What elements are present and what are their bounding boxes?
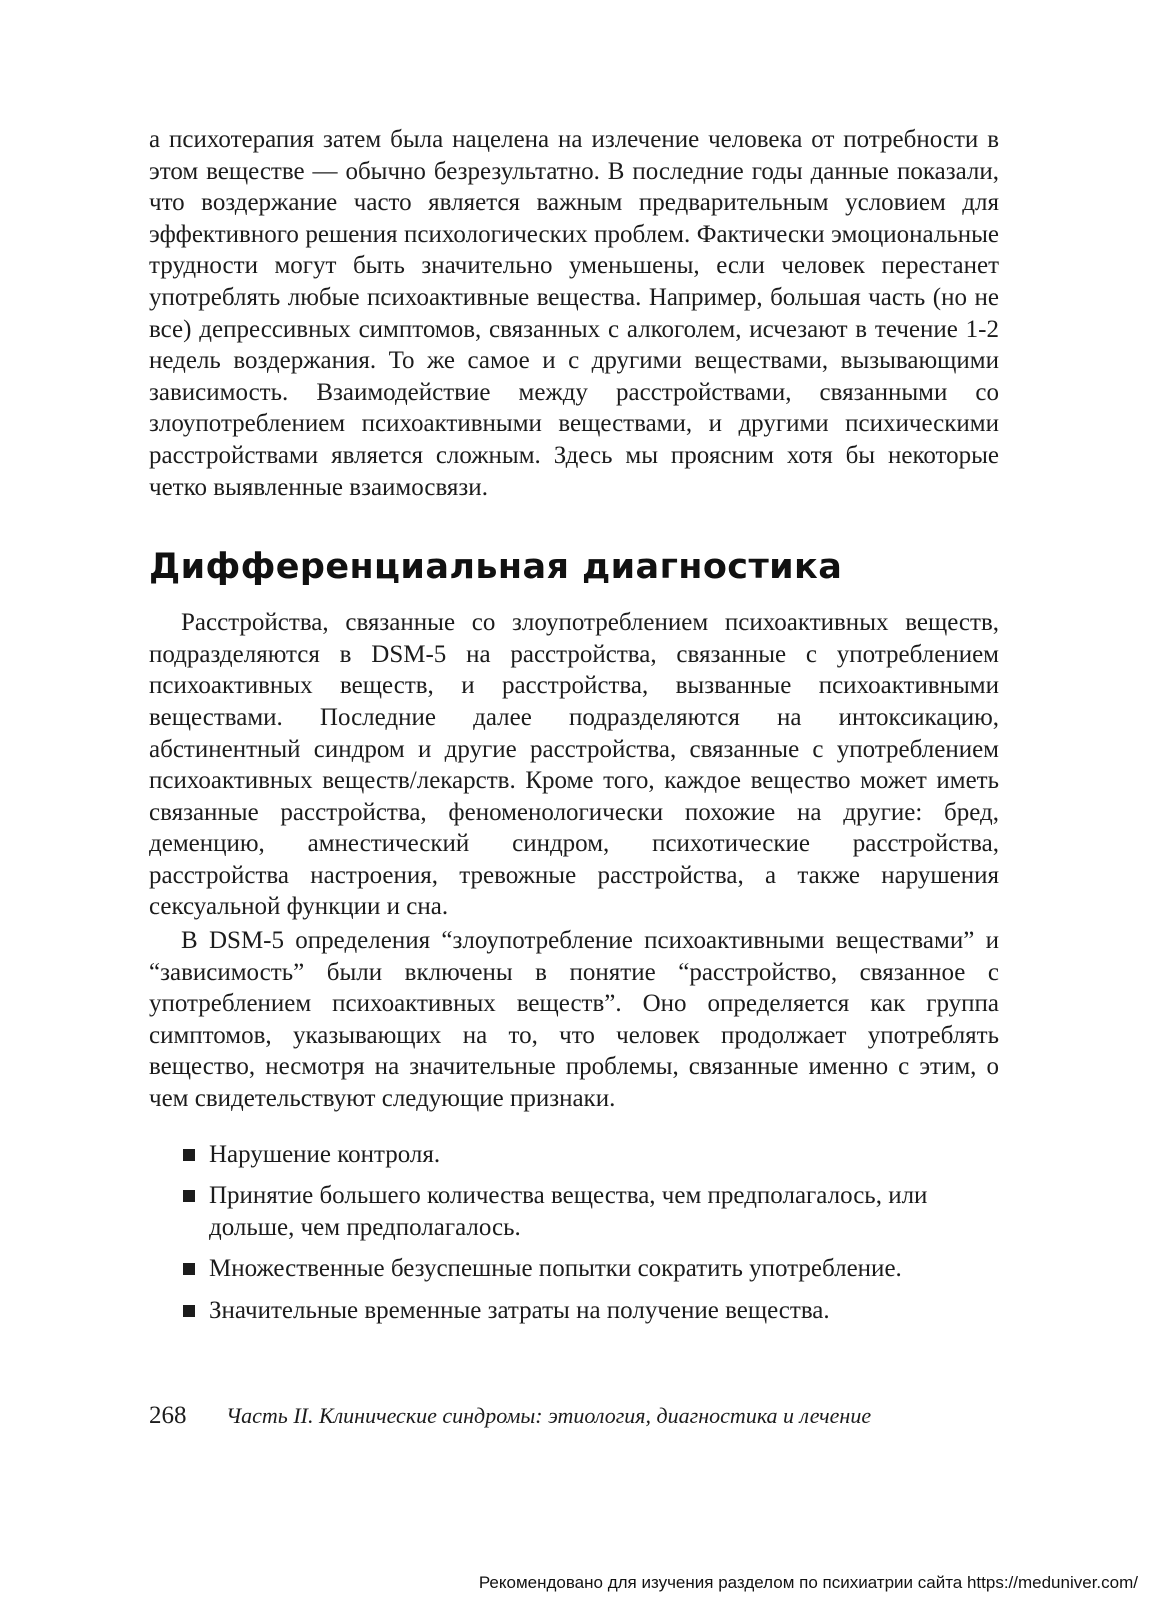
list-item-text: Принятие большего количества вещества, чем предполагалось, или дольше, чем предполагалось.	[209, 1182, 928, 1241]
watermark-text: Рекомендовано для изучения разделом по психиатрии сайта https://meduniver.com/	[478, 1573, 1138, 1592]
bullet-square-icon	[183, 1190, 195, 1202]
criteria-list	[149, 1139, 999, 1327]
section-paragraph-1: Расстройства, связанные со злоупотреблением психоактивных веществ, подразделяются в DSM-5 на расстройства, связанные с употреблением психоактивных веществ, и расстройства, вызванные психоактивными веществами. Последние далее подразделяются на интоксикацию, абстинентный синдром и другие расстройства, связанные с употреблением психоактивных веществ/лекарств. Кроме того, каждое вещество может иметь связанные расстройства, феноменологически похожие на другие: бред, деменцию, амнестический синдром, психотические расстройства, расстройства настроения, тревожные расстройства, а также нарушения сексуальной функции и сна.	[149, 609, 999, 921]
bullet-square-icon	[183, 1305, 195, 1317]
intro-paragraph: а психотерапия затем была нацелена на излечение человека от потребности в этом веществе — обычно безрезультатно. В последние годы данные показали, что воздержание часто является важным предварительным условием для эффективного решения психологических проблем. Фактически эмоциональные трудности могут быть значительно уменьшены, если человек перестанет употреблять любые психоактивные вещества. Например, большая часть (но не все) депрессивных симптомов, связанных с алкоголем, исчезают в течение 1-2 недель воздержания. То же самое и с другими веществами, вызывающими зависимость. Взаимодействие между расстройствами, связанными со злоупотреблением психоактивными веществами, и другими психическими расстройствами является сложным. Здесь мы проясним хотя бы некоторые четко выявленные взаимосвязи.	[149, 126, 999, 501]
page-body	[149, 124, 999, 1337]
list-item-text: Значительные временные затраты на получение вещества.	[209, 1297, 830, 1324]
list-item	[149, 1295, 999, 1327]
list-item-text: Множественные безуспешные попытки сократить употребление.	[209, 1255, 902, 1283]
running-title: Часть II. Клинические синдромы: этиология, диагностика и лечение	[226, 1403, 872, 1428]
bullet-square-icon	[183, 1149, 195, 1161]
list-item	[149, 1139, 999, 1171]
list-item	[149, 1253, 999, 1285]
section-paragraph-2: В DSM-5 определения “злоупотребление психоактивными веществами” и “зависимость” были включены в понятие “расстройство, связанное с употреблением психоактивных веществ”. Оно определяется как группа симптомов, указывающих на то, что человек продолжает употреблять вещество, несмотря на значительные проблемы, связанные именно с этим, о чем свидетельствуют следующие признаки.	[149, 927, 999, 1113]
list-item	[149, 1180, 999, 1243]
section-heading: Дифференциальная диагностика	[149, 547, 843, 588]
bullet-square-icon	[183, 1263, 195, 1275]
page-number: 268	[149, 1402, 187, 1429]
page-footer	[149, 1402, 999, 1430]
list-item-text: Нарушение контроля.	[209, 1140, 441, 1168]
